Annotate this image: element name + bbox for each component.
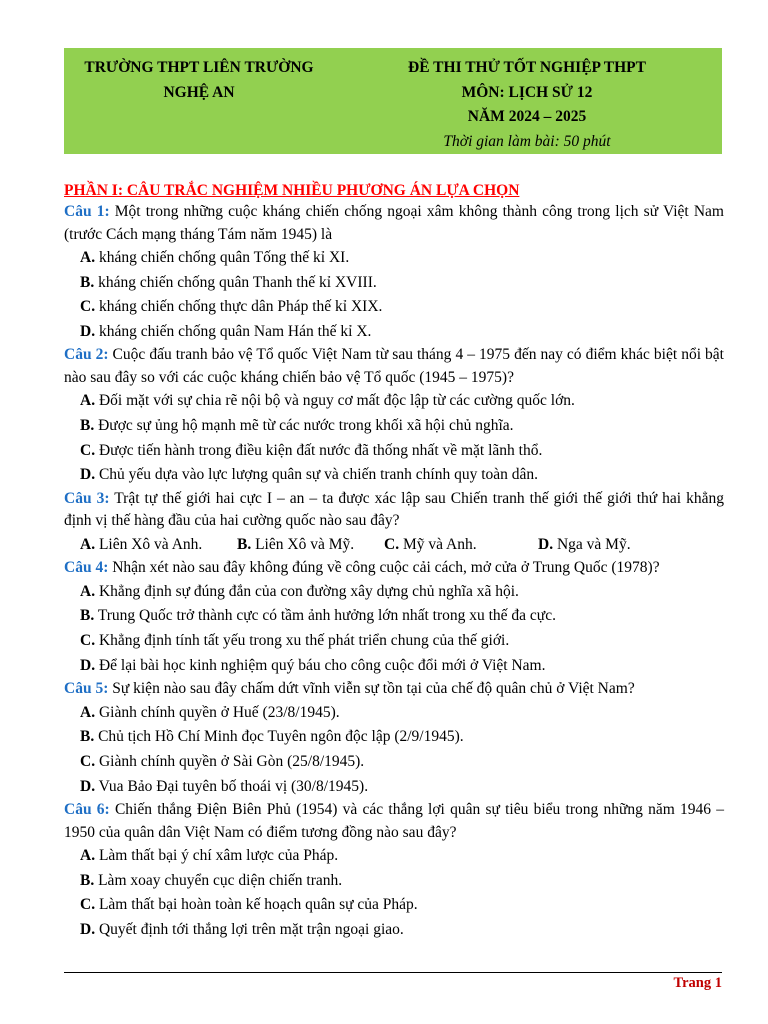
question-text: Cuộc đấu tranh bảo vệ Tổ quốc Việt Nam từ sau tháng 4 – 1975 đến nay có điểm khác biệt nổi bật nào sau đây so với các cuộc kháng chiến bảo vệ Tổ quốc (1945 – 1975)? xyxy=(64,346,724,386)
question-5 xyxy=(64,678,724,701)
question-number: Câu 2: xyxy=(64,346,109,364)
exam-info xyxy=(392,56,662,154)
option-c: C. Khẳng định tính tất yếu trong xu thế phát triển chung của thế giới. xyxy=(80,632,510,650)
option-b: B. kháng chiến chống quân Thanh thế kỉ XVIII. xyxy=(80,273,377,291)
question-number: Câu 6: xyxy=(64,801,110,819)
question-text: Một trong những cuộc kháng chiến chống ngoại xâm không thành công trong lịch sử Việt Nam (trước Cách mạng tháng Tám năm 1945) là xyxy=(64,203,724,243)
exam-header xyxy=(64,48,722,154)
option-b: B. Làm xoay chuyển cục diện chiến tranh. xyxy=(80,871,343,889)
option-a: A. Làm thất bại ý chí xâm lược của Pháp. xyxy=(80,847,339,865)
options-row xyxy=(64,533,724,558)
option-c: C. Được tiến hành trong điều kiện đất nước đã thống nhất về mặt lãnh thổ. xyxy=(80,441,543,459)
option-b: B. Chủ tịch Hồ Chí Minh đọc Tuyên ngôn độc lập (2/9/1945). xyxy=(80,728,464,746)
option-c: C. Làm thất bại hoàn toàn kế hoạch quân sự của Pháp. xyxy=(80,896,418,914)
option-a: A. Liên Xô và Anh. xyxy=(80,535,203,553)
section-title: PHẦN I: CÂU TRẮC NGHIỆM NHIỀU PHƯƠNG ÁN LỰA CHỌN xyxy=(64,182,520,199)
footer-divider xyxy=(64,972,722,973)
exam-year: NĂM 2024 – 2025 xyxy=(467,108,587,125)
school-line-1: TRƯỜNG THPT LIÊN TRƯỜNG xyxy=(84,59,314,76)
question-number: Câu 4: xyxy=(64,559,109,577)
question-3 xyxy=(64,488,724,533)
school-line-2: NGHỆ AN xyxy=(163,83,235,101)
option-a: A. Đối mặt với sự chia rẽ nội bộ và nguy cơ mất độc lập từ các cường quốc lớn. xyxy=(80,392,575,410)
option-d: D. Để lại bài học kinh nghiệm quý báu cho công cuộc đổi mới ở Việt Nam. xyxy=(80,656,546,674)
option-c: C. kháng chiến chống thực dân Pháp thế kỉ XIX. xyxy=(80,298,383,316)
school-name xyxy=(64,56,334,105)
question-1 xyxy=(64,201,724,246)
question-text: Chiến thắng Điện Biên Phủ (1954) và các thắng lợi quân sự tiêu biểu trong những năm 1946 – 1950 của quân dân Việt Nam có điểm tương đồng nào sau đây? xyxy=(64,801,724,841)
exam-time: Thời gian làm bài: 50 phút xyxy=(443,132,611,150)
option-d: D. Vua Bảo Đại tuyên bố thoái vị (30/8/1945). xyxy=(80,777,369,795)
question-text: Trật tự thế giới hai cực I – an – ta được xác lập sau Chiến tranh thế giới thế giới thứ hai khẳng định vị thế hàng đầu của hai cường quốc nào sau đây? xyxy=(64,489,724,530)
option-d: D. Chủ yếu dựa vào lực lượng quân sự và chiến tranh chính quy toàn dân. xyxy=(80,466,539,484)
exam-subject: MÔN: LỊCH SỬ 12 xyxy=(461,83,593,101)
exam-title: ĐỀ THI THỬ TỐT NGHIỆP THPT xyxy=(408,59,646,76)
question-text: Nhận xét nào sau đây không đúng về công cuộc cải cách, mở cửa ở Trung Quốc (1978)? xyxy=(108,559,660,577)
option-a: A. Giành chính quyền ở Huế (23/8/1945). xyxy=(80,703,340,721)
option-c: C. Giành chính quyền ở Sài Gòn (25/8/1945). xyxy=(80,752,365,770)
option-d: D. Quyết định tới thắng lợi trên mặt trận ngoại giao. xyxy=(80,920,404,938)
option-a: A. kháng chiến chống quân Tống thế kỉ XI. xyxy=(80,249,350,266)
question-6 xyxy=(64,799,724,844)
question-number: Câu 1: xyxy=(64,203,110,220)
option-a: A. Khẳng định sự đúng đắn của con đường xây dựng chủ nghĩa xã hội. xyxy=(80,582,519,600)
option-b: B. Trung Quốc trở thành cực có tầm ảnh hưởng lớn nhất trong xu thế đa cực. xyxy=(80,607,556,625)
option-b: B. Được sự ủng hộ mạnh mẽ từ các nước trong khối xã hội chủ nghĩa. xyxy=(80,416,514,434)
question-2 xyxy=(64,344,724,389)
option-d: D. kháng chiến chống quân Nam Hán thế kỉ X. xyxy=(80,322,372,340)
page-number: Trang 1 xyxy=(673,975,722,991)
question-text: Sự kiện nào sau đây chấm dứt vĩnh viễn sự tồn tại của chế độ quân chủ ở Việt Nam? xyxy=(108,680,635,698)
option-c: C. Mỹ và Anh. xyxy=(384,535,477,553)
exam-content xyxy=(64,180,724,942)
option-b: B. Liên Xô và Mỹ. xyxy=(237,535,355,553)
question-number: Câu 3: xyxy=(64,489,110,507)
question-number: Câu 5: xyxy=(64,680,109,698)
question-4 xyxy=(64,557,724,580)
option-d: D. Nga và Mỹ. xyxy=(538,535,631,553)
